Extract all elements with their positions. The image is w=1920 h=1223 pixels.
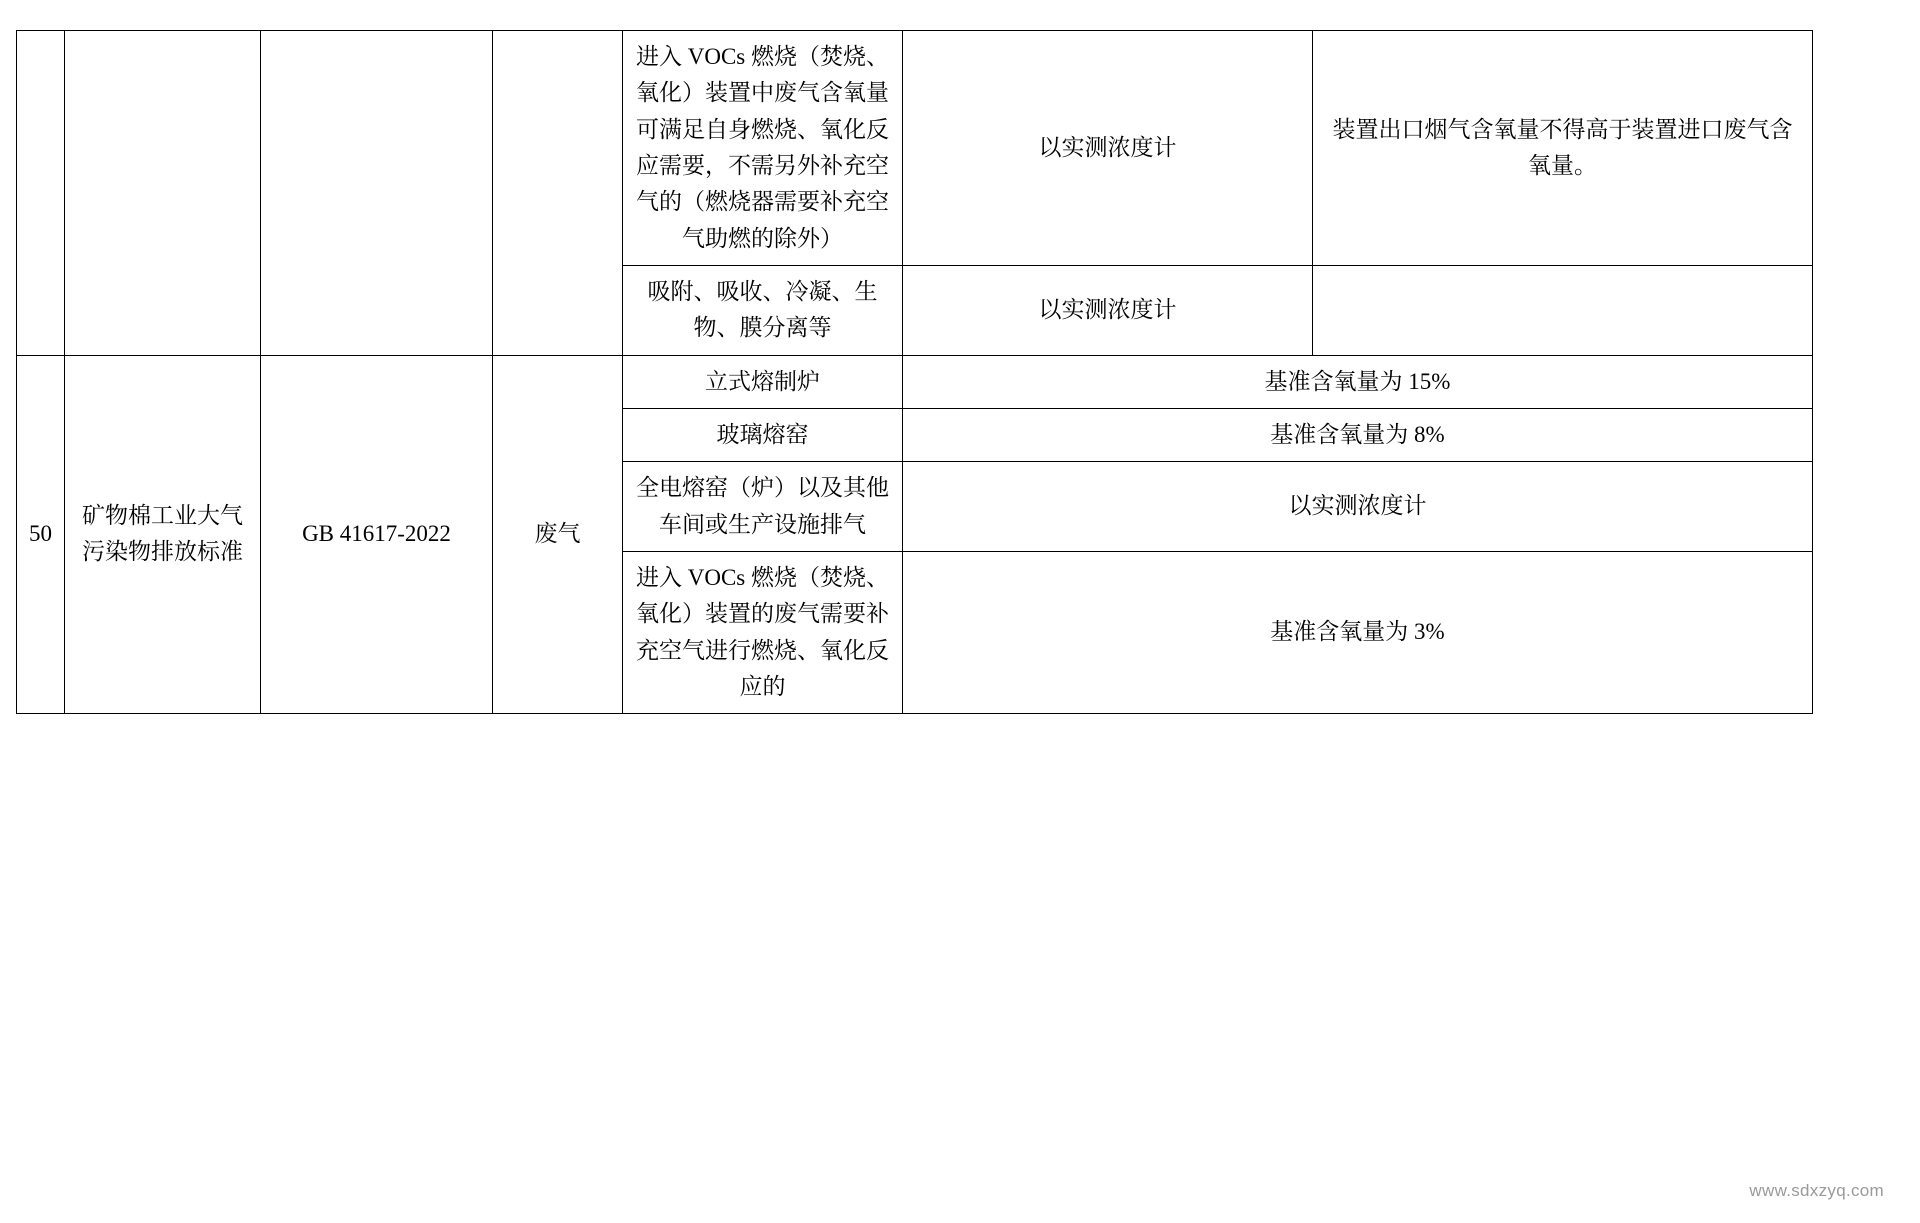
- cell-standard-code-continued: [261, 31, 493, 356]
- cell-value: 基准含氧量为 3%: [903, 551, 1813, 713]
- cell-standard-name: 矿物棉工业大气污染物排放标准: [65, 355, 261, 714]
- cell-remark: [1313, 265, 1813, 355]
- cell-process: 玻璃熔窑: [623, 408, 903, 461]
- cell-remark: 装置出口烟气含氧量不得高于装置进口废气含氧量。: [1313, 31, 1813, 266]
- cell-emission-type: 废气: [493, 355, 623, 714]
- table-row: [17, 355, 1813, 408]
- cell-standard-code: GB 41617-2022: [261, 355, 493, 714]
- cell-process: 吸附、吸收、冷凝、生物、膜分离等: [623, 265, 903, 355]
- cell-process: 立式熔制炉: [623, 355, 903, 408]
- cell-concentration: 以实测浓度计: [903, 31, 1313, 266]
- table-row: [17, 31, 1813, 266]
- cell-value: 基准含氧量为 15%: [903, 355, 1813, 408]
- standards-table: [16, 30, 1813, 714]
- cell-process: 进入 VOCs 燃烧（焚烧、氧化）装置中废气含氧量可满足自身燃烧、氧化反应需要，不需另外补充空气的（燃烧器需要补充空气助燃的除外）: [623, 31, 903, 266]
- cell-concentration: 以实测浓度计: [903, 265, 1313, 355]
- cell-value: 以实测浓度计: [903, 462, 1813, 552]
- cell-standard-name-continued: [65, 31, 261, 356]
- cell-value: 基准含氧量为 8%: [903, 408, 1813, 461]
- cell-process: 全电熔窑（炉）以及其他车间或生产设施排气: [623, 462, 903, 552]
- cell-index-continued: [17, 31, 65, 356]
- cell-emission-type-continued: [493, 31, 623, 356]
- cell-process: 进入 VOCs 燃烧（焚烧、氧化）装置的废气需要补充空气进行燃烧、氧化反应的: [623, 551, 903, 713]
- cell-index: 50: [17, 355, 65, 714]
- site-watermark: www.sdxzyq.com: [1749, 1181, 1884, 1200]
